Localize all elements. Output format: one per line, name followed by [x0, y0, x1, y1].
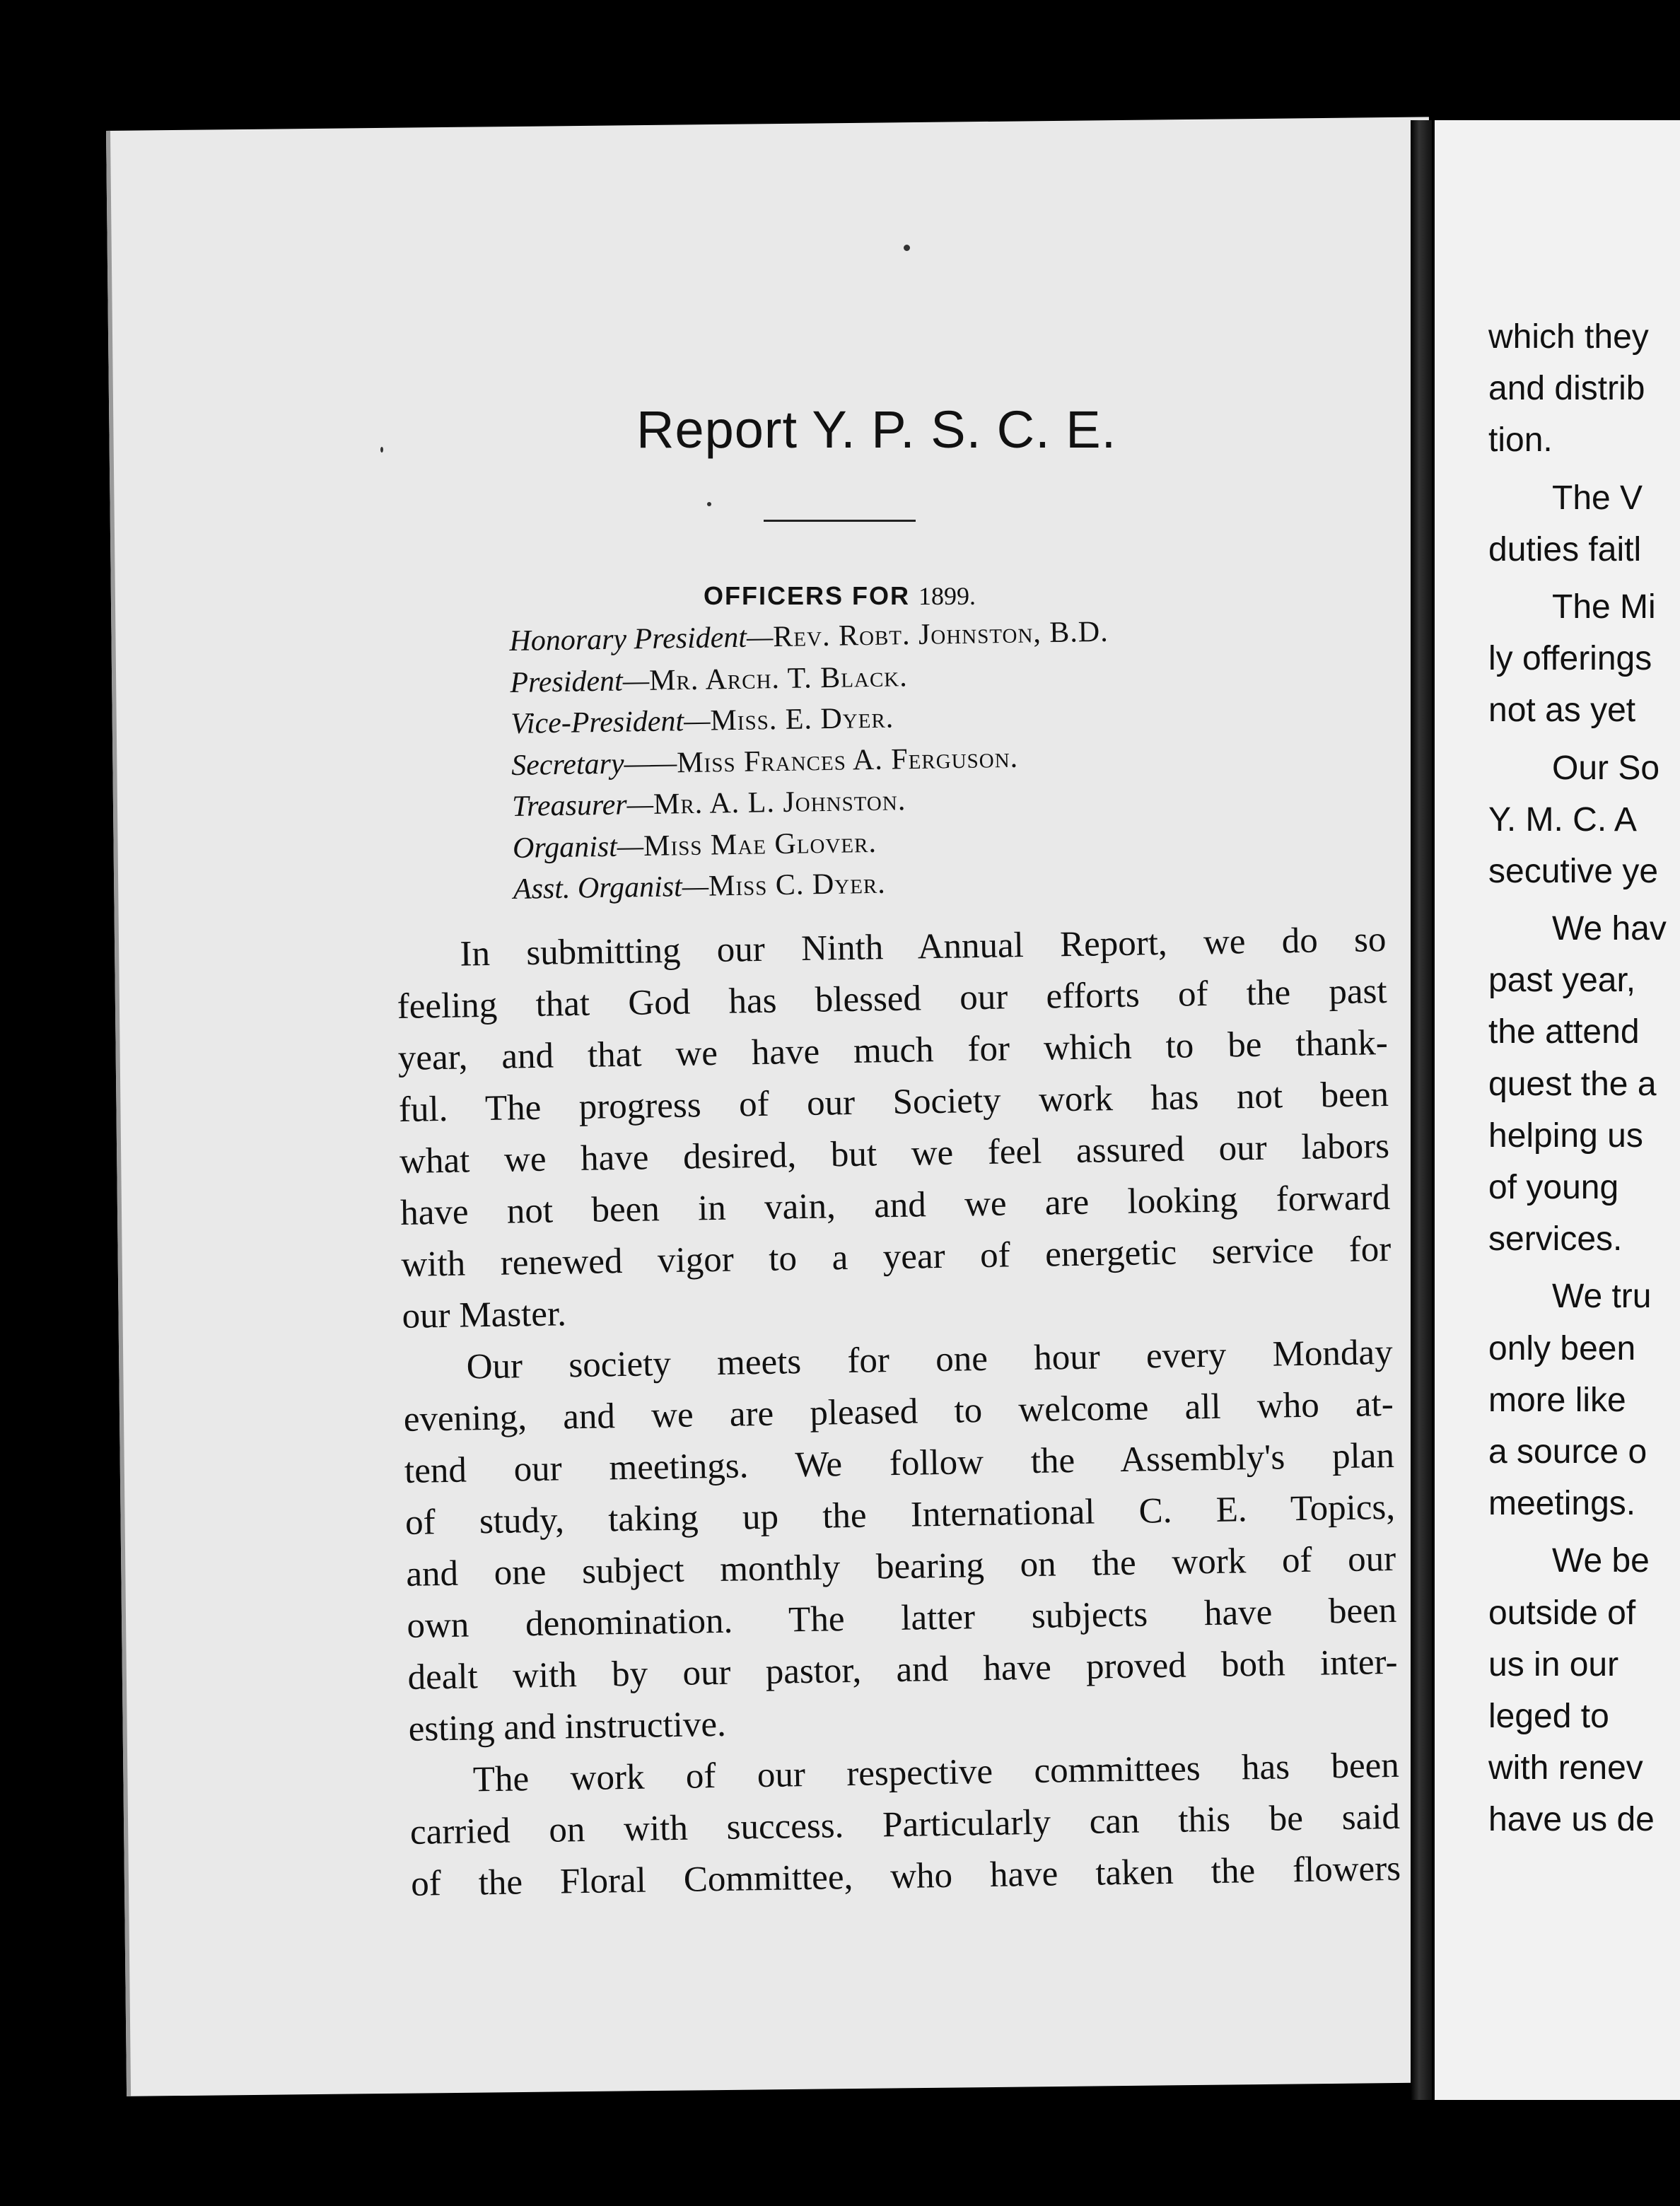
ink-speck [707, 502, 711, 506]
text-line: own denomination. The latter subjects have been [407, 1590, 1397, 1646]
officer-role: Asst. Organist— [513, 870, 709, 906]
right-page-line: with renev [1488, 1749, 1643, 1787]
right-page-line: The V [1552, 479, 1643, 517]
right-page-line: ly offerings [1488, 640, 1652, 678]
right-page-line: of young [1488, 1169, 1619, 1206]
right-page-line: tion. [1488, 421, 1553, 460]
text-line: evening, and we are pleased to welcome all who at- [403, 1384, 1394, 1440]
right-page-line: meetings. [1488, 1485, 1636, 1523]
officer-name: Rev. Robt. Johnston, B.D. [772, 615, 1109, 654]
officers-heading [704, 581, 976, 611]
text-line: In submitting our Ninth Annual Report, we do so [460, 920, 1387, 974]
paragraph-intro [396, 914, 1392, 1343]
officer-name: Mr. Arch. T. Black. [648, 660, 909, 697]
text-line: carried on with success. Particularly can this be said [409, 1797, 1401, 1852]
officer-role: Secretary—— [511, 746, 677, 782]
right-page-line: only been [1488, 1329, 1636, 1367]
ink-speck [380, 447, 383, 453]
right-page-line: past year, [1488, 962, 1636, 1000]
right-page-line: duties faitl [1488, 530, 1642, 568]
officer-role: President— [510, 664, 650, 699]
text-line: esting and instructive. [408, 1704, 727, 1749]
officer-name: Miss Mae Glover. [643, 826, 877, 863]
title-divider [764, 520, 916, 522]
book-gutter [1411, 120, 1432, 2100]
right-page-line: We be [1552, 1542, 1650, 1580]
officer-role: Treasurer— [511, 788, 654, 823]
right-page-line: We hav [1552, 910, 1667, 948]
officers-heading-year: 1899. [918, 582, 976, 610]
paragraph-meetings [402, 1327, 1399, 1756]
officer-name: Miss. E. Dyer. [710, 701, 894, 737]
text-line: of the Floral Committee, who have taken the flowers [410, 1848, 1401, 1904]
officer-role: Organist— [512, 829, 644, 865]
right-page-text [1488, 311, 1680, 1845]
right-page-line: more like [1488, 1381, 1626, 1419]
text-line: our Master. [402, 1294, 567, 1336]
officer-role: Honorary President— [509, 621, 774, 658]
right-page-line: which they [1488, 318, 1649, 356]
right-page-line: not as yet [1488, 691, 1636, 730]
report-body [396, 914, 1401, 1910]
right-page-line: the attend [1488, 1013, 1640, 1051]
right-page-line: us in our [1488, 1645, 1619, 1683]
text-line: and one subject monthly bearing on the work of our [405, 1539, 1396, 1594]
right-page-line: quest the a [1488, 1065, 1657, 1103]
right-page-line: services. [1488, 1220, 1623, 1259]
text-line: of study, taking up the International C. E. Topics, [404, 1487, 1396, 1543]
text-line: have not been in vain, and we are looking forward [399, 1177, 1391, 1233]
right-page-line: outside of [1488, 1594, 1636, 1632]
text-line: what we have desired, but we feel assured our labors [399, 1126, 1390, 1181]
officer-role: Vice-President— [510, 704, 711, 740]
right-page-line: Y. M. C. A [1488, 800, 1637, 839]
right-page-line: secutive ye [1488, 852, 1659, 890]
page-title: Report Y. P. S. C. E. [636, 400, 1117, 459]
right-page-line: Our So [1552, 749, 1660, 787]
right-page-line: helping us [1488, 1116, 1643, 1155]
text-line: dealt with by our pastor, and have proved both inter- [407, 1642, 1398, 1698]
text-line: year, and that we have much for which to be thank- [397, 1022, 1389, 1078]
officers-heading-label: OFFICERS FOR [704, 581, 910, 610]
text-line: Our society meets for one hour every Monday [466, 1332, 1394, 1387]
right-page-line: and distrib [1488, 370, 1645, 408]
right-page-line: leged to [1488, 1697, 1609, 1735]
paragraph-committees [409, 1740, 1401, 1910]
right-page-line: The Mi [1552, 588, 1656, 626]
officer-name: Miss Frances A. Ferguson. [676, 741, 1019, 779]
text-line: ful. The progress of our Society work has not been [398, 1074, 1389, 1130]
officer-name: Mr. A. L. Johnston. [653, 784, 906, 821]
ink-speck [904, 245, 910, 251]
text-line: The work of our respective committees has been [472, 1745, 1400, 1800]
text-line: with renewed vigor to a year of energetic service for [401, 1229, 1392, 1285]
text-line: tend our meetings. We follow the Assembly's plan [404, 1435, 1395, 1491]
officer-list [509, 609, 1291, 911]
right-page-line: have us de [1488, 1801, 1655, 1839]
right-page-line: We tru [1552, 1278, 1652, 1316]
text-line: feeling that God has blessed our efforts of the past [397, 971, 1387, 1027]
right-page-line: a source o [1488, 1432, 1647, 1471]
officer-name: Miss C. Dyer. [708, 867, 887, 903]
